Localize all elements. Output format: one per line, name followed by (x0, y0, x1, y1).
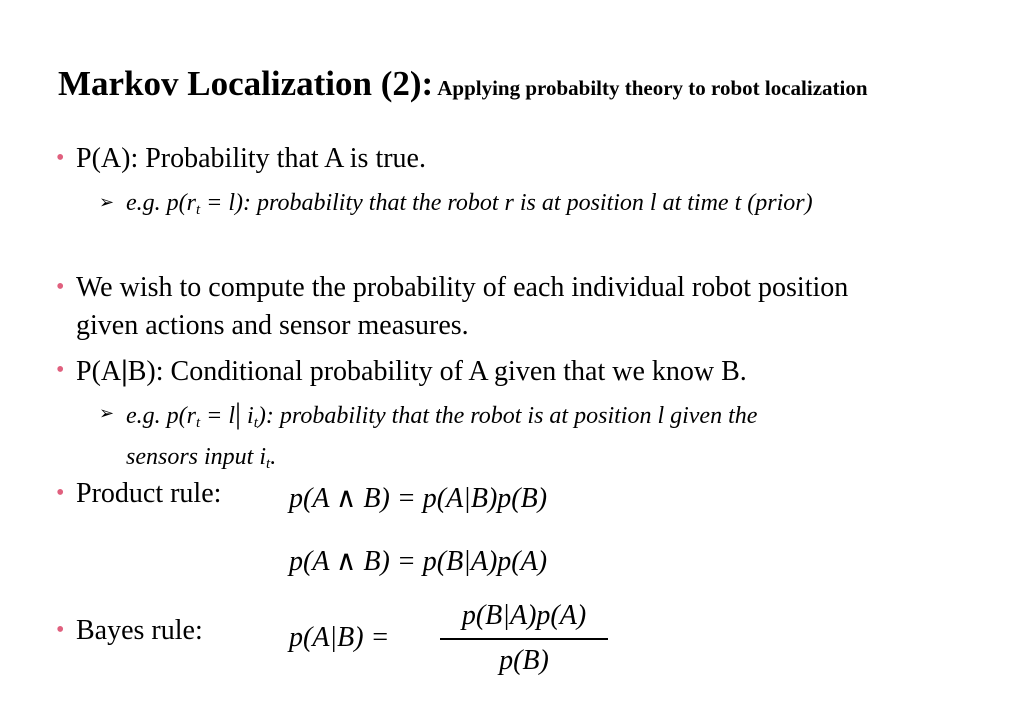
sub-bullet-prior-example (99, 186, 813, 227)
bullet-dot-icon: • (56, 480, 65, 506)
bullet-dot-icon: • (56, 145, 65, 171)
arrow-bullet-icon: ➢ (99, 403, 115, 423)
arrow-bullet-icon: ➢ (99, 192, 115, 212)
formula-bayes-numerator: p(B|A)p(A) (461, 600, 587, 631)
bullet-dot-icon: • (56, 617, 65, 643)
formula-product-rule-2: p(A ∧ B) = p(B|A)p(A) (289, 546, 548, 577)
bullet-product-rule (56, 475, 221, 514)
sub-bullet-text: e.g. $p(r_t = l|$ $i_t$): probability that the robot is at position l given the sensors input $i_t$. (126, 397, 758, 472)
bullet-conditional-probability (56, 352, 747, 391)
title-main: Markov Localization (2): (58, 64, 434, 103)
formula-product-rule-1: p(A ∧ B) = p(A|B)p(B) (289, 483, 548, 514)
bullet-dot-icon: • (56, 274, 65, 300)
fraction-bar (440, 638, 608, 640)
title-subtitle: Applying probabilty theory to robot localization (437, 76, 868, 100)
bullet-dot-icon: • (56, 357, 65, 383)
bullet-text: Bayes rule: (76, 615, 203, 646)
bullet-probability (56, 140, 426, 179)
slide-title (58, 64, 868, 104)
bullet-text: Product rule: (76, 478, 222, 509)
formula-bayes-lhs: p(A|B) = (289, 622, 390, 653)
formula-bayes-denominator: p(B) (499, 645, 549, 676)
bullet-text: P(A): Probability that A is true. (76, 143, 426, 174)
bullet-text: We wish to compute the probability of each individual robot position given actions and sensor measures. (76, 272, 849, 341)
bullet-bayes-rule (56, 612, 203, 651)
sub-bullet-conditional-example (99, 397, 757, 481)
bullet-compute-goal (56, 269, 848, 345)
sub-bullet-text: e.g. $p(r_t = l)$: probability that the robot r is at position l at time t (prior) (126, 190, 813, 218)
bullet-text: P(A|B): Conditional probability of A given that we know B. (76, 354, 747, 387)
